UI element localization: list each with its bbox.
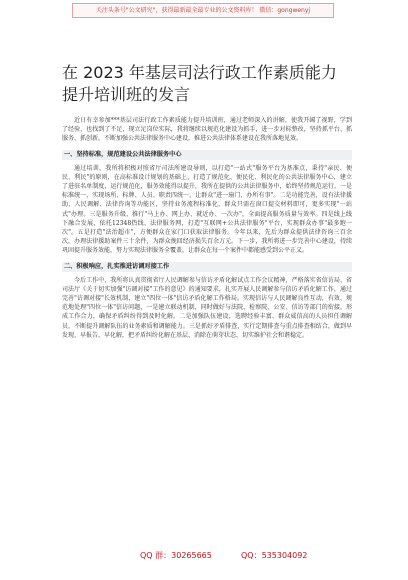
page-title: 在 2023 年基层司法行政工作素质能力提升培训班的发言: [62, 63, 337, 104]
section-heading-2: 二、积极响应，扎实推进访调对接工作: [62, 262, 352, 272]
section-2-paragraph: 今后工作中，我所将认真贯彻省厅人民调解参与信访矛盾化解试点工作会议精神，严格落实省信访局、省司法厅《关于切实加强"访调对接"工作的意见》的通知要求，扎实开展人民调解参与信访矛盾化解工作，通过完善"访调对接"长效机制，建立"四位一体"信访矛盾化解工作格局。实现信访与人民调解良性互动，有效、规范地处理"四位一体"信访问题，一是建立联动机制，同时做好与法院、检察院、公安、信访等部门的衔接，形成工作合力，确保矛盾纠纷得到及时化解。二是加强队伍建设，选聘经验丰富、群众威信高的人员担任调解员，不断提升调解队伍的业务素质和调解能力。三是抓好矛盾排查，实行定期排查与重点排查相结合，做到早发现、早报告、早化解，把矛盾纠纷化解在基层、消除在萌芽状态，切实维护社会和谐稳定。: [62, 276, 352, 339]
qq-number: QQ：535304092: [241, 551, 308, 560]
section-heading-1: 一、坚持标准，规范建设公共法律服务中心: [62, 150, 352, 160]
intro-paragraph: 近日有幸参加***基层司法行政工作素质能力提升培训班，通过老师深入的讲解，使我开阔了视野，学到了经验，也找到了不足，现立足岗位实际，我将继续以规范化建设为抓手，进一步对标整改，坚持抓平台、抓服务、抓创新，不断加强公共法律服务中心建设，推进公共法律体系建设在我所落地见效。: [62, 117, 352, 143]
document-body: [62, 116, 352, 340]
footer-contact: [0, 549, 408, 563]
section-1-paragraph: 通过培训，我所将积极对照省厅司法所建设导则，以打造"一站式"服务平台为基准点，秉持"亲民、便民、利民"的原则，在高标准设计规划的基础上，打造了规范化、便民化、利民化的公共法律服务中心，建立了进驻名单制度，运行规范化，服务效能得以提升，我所在提供的公共法律服务中，始终坚持规范运行。一是标准统一，实现场所、标牌、人员、职责四统一，让群众"进一扇门、办所有事"。二是功能完善，设有法律援助、人民调解、法律咨询等功能区，坚持业务流程标准化，群众只需在窗口提交材料即可，更多实现"一站式"办理。三是服务升级，推行"马上办、网上办、就近办、一次办"，全面提高服务质量与效率。四是线上线下融合发展，依托12348热线、法律服务网，打造"互联网+公共法律服务"平台，实现群众办事"最多跑一次"。五是打造"法治超市"，方便群众在家门口获取法律服务。今年以来，先后为群众提供法律咨询三百余次，办理法律援助案件三十余件，为群众挽回经济损失百余万元。下一步，我所将进一步完善中心建设，持续巩固提升服务效能，努力实现法律服务全覆盖，让群众在每一个案件中都能感受到公平正义。: [62, 164, 352, 255]
qq-group-number: QQ 群：30265665: [140, 551, 212, 560]
top-banner: 关注头条号"公文研究"，获得最新最全最专业的公文资料库！ 微信：gongwenyj: [72, 3, 334, 18]
